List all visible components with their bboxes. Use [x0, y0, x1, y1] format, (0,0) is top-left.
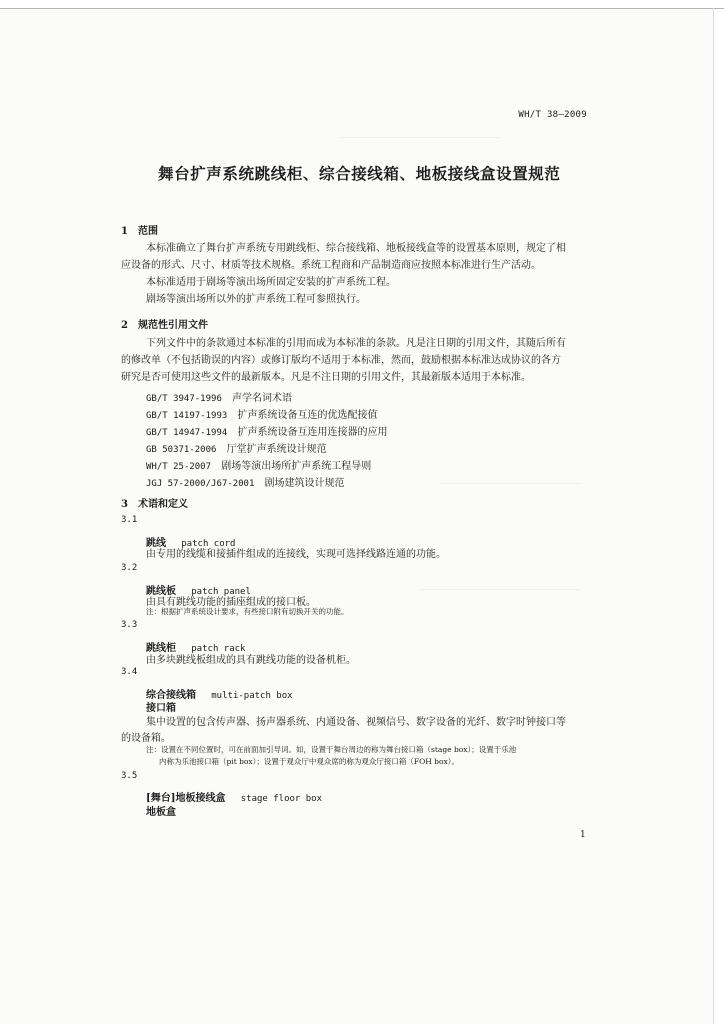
term-zh: 跳线板 — [146, 586, 176, 597]
show-through-line — [440, 483, 580, 484]
document-title: 舞台扩声系统跳线柜、综合接线箱、地板接线盒设置规范 — [158, 164, 561, 183]
term-synonym: 地板盒 — [146, 807, 176, 818]
term-note: 注：根据扩声系统设计要求，有些接口附有切换开关的功能。 — [146, 607, 349, 616]
term-definition: 由具有跳线功能的插座组成的接口板。 — [146, 597, 316, 608]
reference-code: WH/T 25-2007 — [146, 462, 212, 472]
reference-item — [146, 471, 345, 492]
reference-code: GB/T 3947-1996 — [146, 394, 222, 404]
reference-title: 声学名词术语 — [232, 393, 293, 404]
document-number: WH/T 38—2009 — [518, 110, 587, 120]
term-zh: 综合接线箱 — [146, 690, 196, 701]
reference-code: GB/T 14197-1993 — [146, 411, 228, 421]
term-definition: 由多块跳线板组成的具有跳线功能的设备机柜。 — [146, 655, 356, 666]
right-border — [713, 8, 714, 1024]
reference-title: 厅堂扩声系统设计规范 — [226, 444, 327, 455]
term-en: multi-patch box — [211, 691, 293, 701]
section-3-heading: 3 术语和定义 — [121, 499, 188, 510]
term-en: patch cord — [181, 539, 236, 549]
term-number: 3.1 — [121, 515, 138, 525]
term-en: stage floor box — [240, 794, 323, 804]
page-number: 1 — [580, 830, 586, 840]
term-zh: [舞台]地板接线盒 — [146, 793, 226, 804]
term-synonym: 接口箱 — [146, 703, 176, 714]
reference-code: JGJ 57-2000/J67-2001 — [146, 479, 255, 489]
show-through-line — [340, 137, 500, 138]
section-2-heading: 2 规范性引用文件 — [121, 320, 208, 331]
reference-title: 扩声系统设备互连用连接器的应用 — [237, 427, 388, 438]
reference-code: GB/T 14947-1994 — [146, 428, 228, 438]
term-number: 3.2 — [121, 563, 138, 573]
section-2-para-c: 研究是否可使用这些文件的最新版本。凡是不注日期的引用文件，其最新版本适用于本标准。 — [121, 372, 531, 383]
term-note-b: 内称为乐池接口箱（pit box）；设置于观众厅中观众席的称为观众厅接口箱（FOH box）。 — [159, 757, 459, 766]
term-definition: 由专用的线缆和接插件组成的连接线，实现可选择线路连通的功能。 — [146, 549, 446, 560]
reference-title: 扩声系统设备互连的优选配接值 — [237, 410, 378, 421]
term-definition-b: 的设备箱。 — [121, 733, 171, 744]
reference-code: GB 50371-2006 — [146, 445, 217, 455]
term-number: 3.5 — [121, 771, 138, 781]
term-en: patch rack — [191, 644, 246, 654]
section-1-para-2: 本标准适用于剧场等演出场所固定安装的扩声系统工程。 — [146, 277, 396, 288]
term-number: 3.3 — [121, 620, 138, 630]
reference-title: 剧场建筑设计规范 — [264, 478, 345, 489]
term-en: patch panel — [191, 587, 251, 597]
section-1-heading: 1 范围 — [121, 226, 158, 237]
section-1-para-1b: 应设备的形式、尺寸、材质等技术规格。系统工程商和产品制造商应按照本标准进行生产活动。 — [121, 260, 541, 271]
show-through-line — [420, 589, 580, 590]
section-2-para-b: 的修改单（不包括勘误的内容）或修订版均不适用于本标准，然而，鼓励根据本标准达成协议的各方 — [121, 355, 561, 366]
term-number: 3.4 — [121, 667, 138, 677]
section-1-para-3: 剧场等演出场所以外的扩声系统工程可参照执行。 — [146, 294, 366, 305]
term-note-a: 注：设置在不同位置时，可在前面加引导词。如，设置于舞台周边的称为舞台接口箱（stage box）；设置于乐池 — [146, 745, 517, 754]
term-zh: 跳线柜 — [146, 643, 176, 654]
section-2-para-a: 下列文件中的条款通过本标准的引用而成为本标准的条款。凡是注日期的引用文件，其随后所有 — [146, 338, 566, 349]
section-1-para-1a: 本标准确立了舞台扩声系统专用跳线柜、综合接线箱、地板接线盒等的设置基本原则，规定了相 — [146, 243, 566, 254]
reference-title: 剧场等演出场所扩声系统工程导则 — [221, 461, 372, 472]
term-zh: 跳线 — [146, 538, 166, 549]
term-definition-a: 集中设置的包含传声器、扬声器系统、内通设备、视频信号、数字设备的光纤、数字时钟接口等 — [146, 717, 566, 728]
